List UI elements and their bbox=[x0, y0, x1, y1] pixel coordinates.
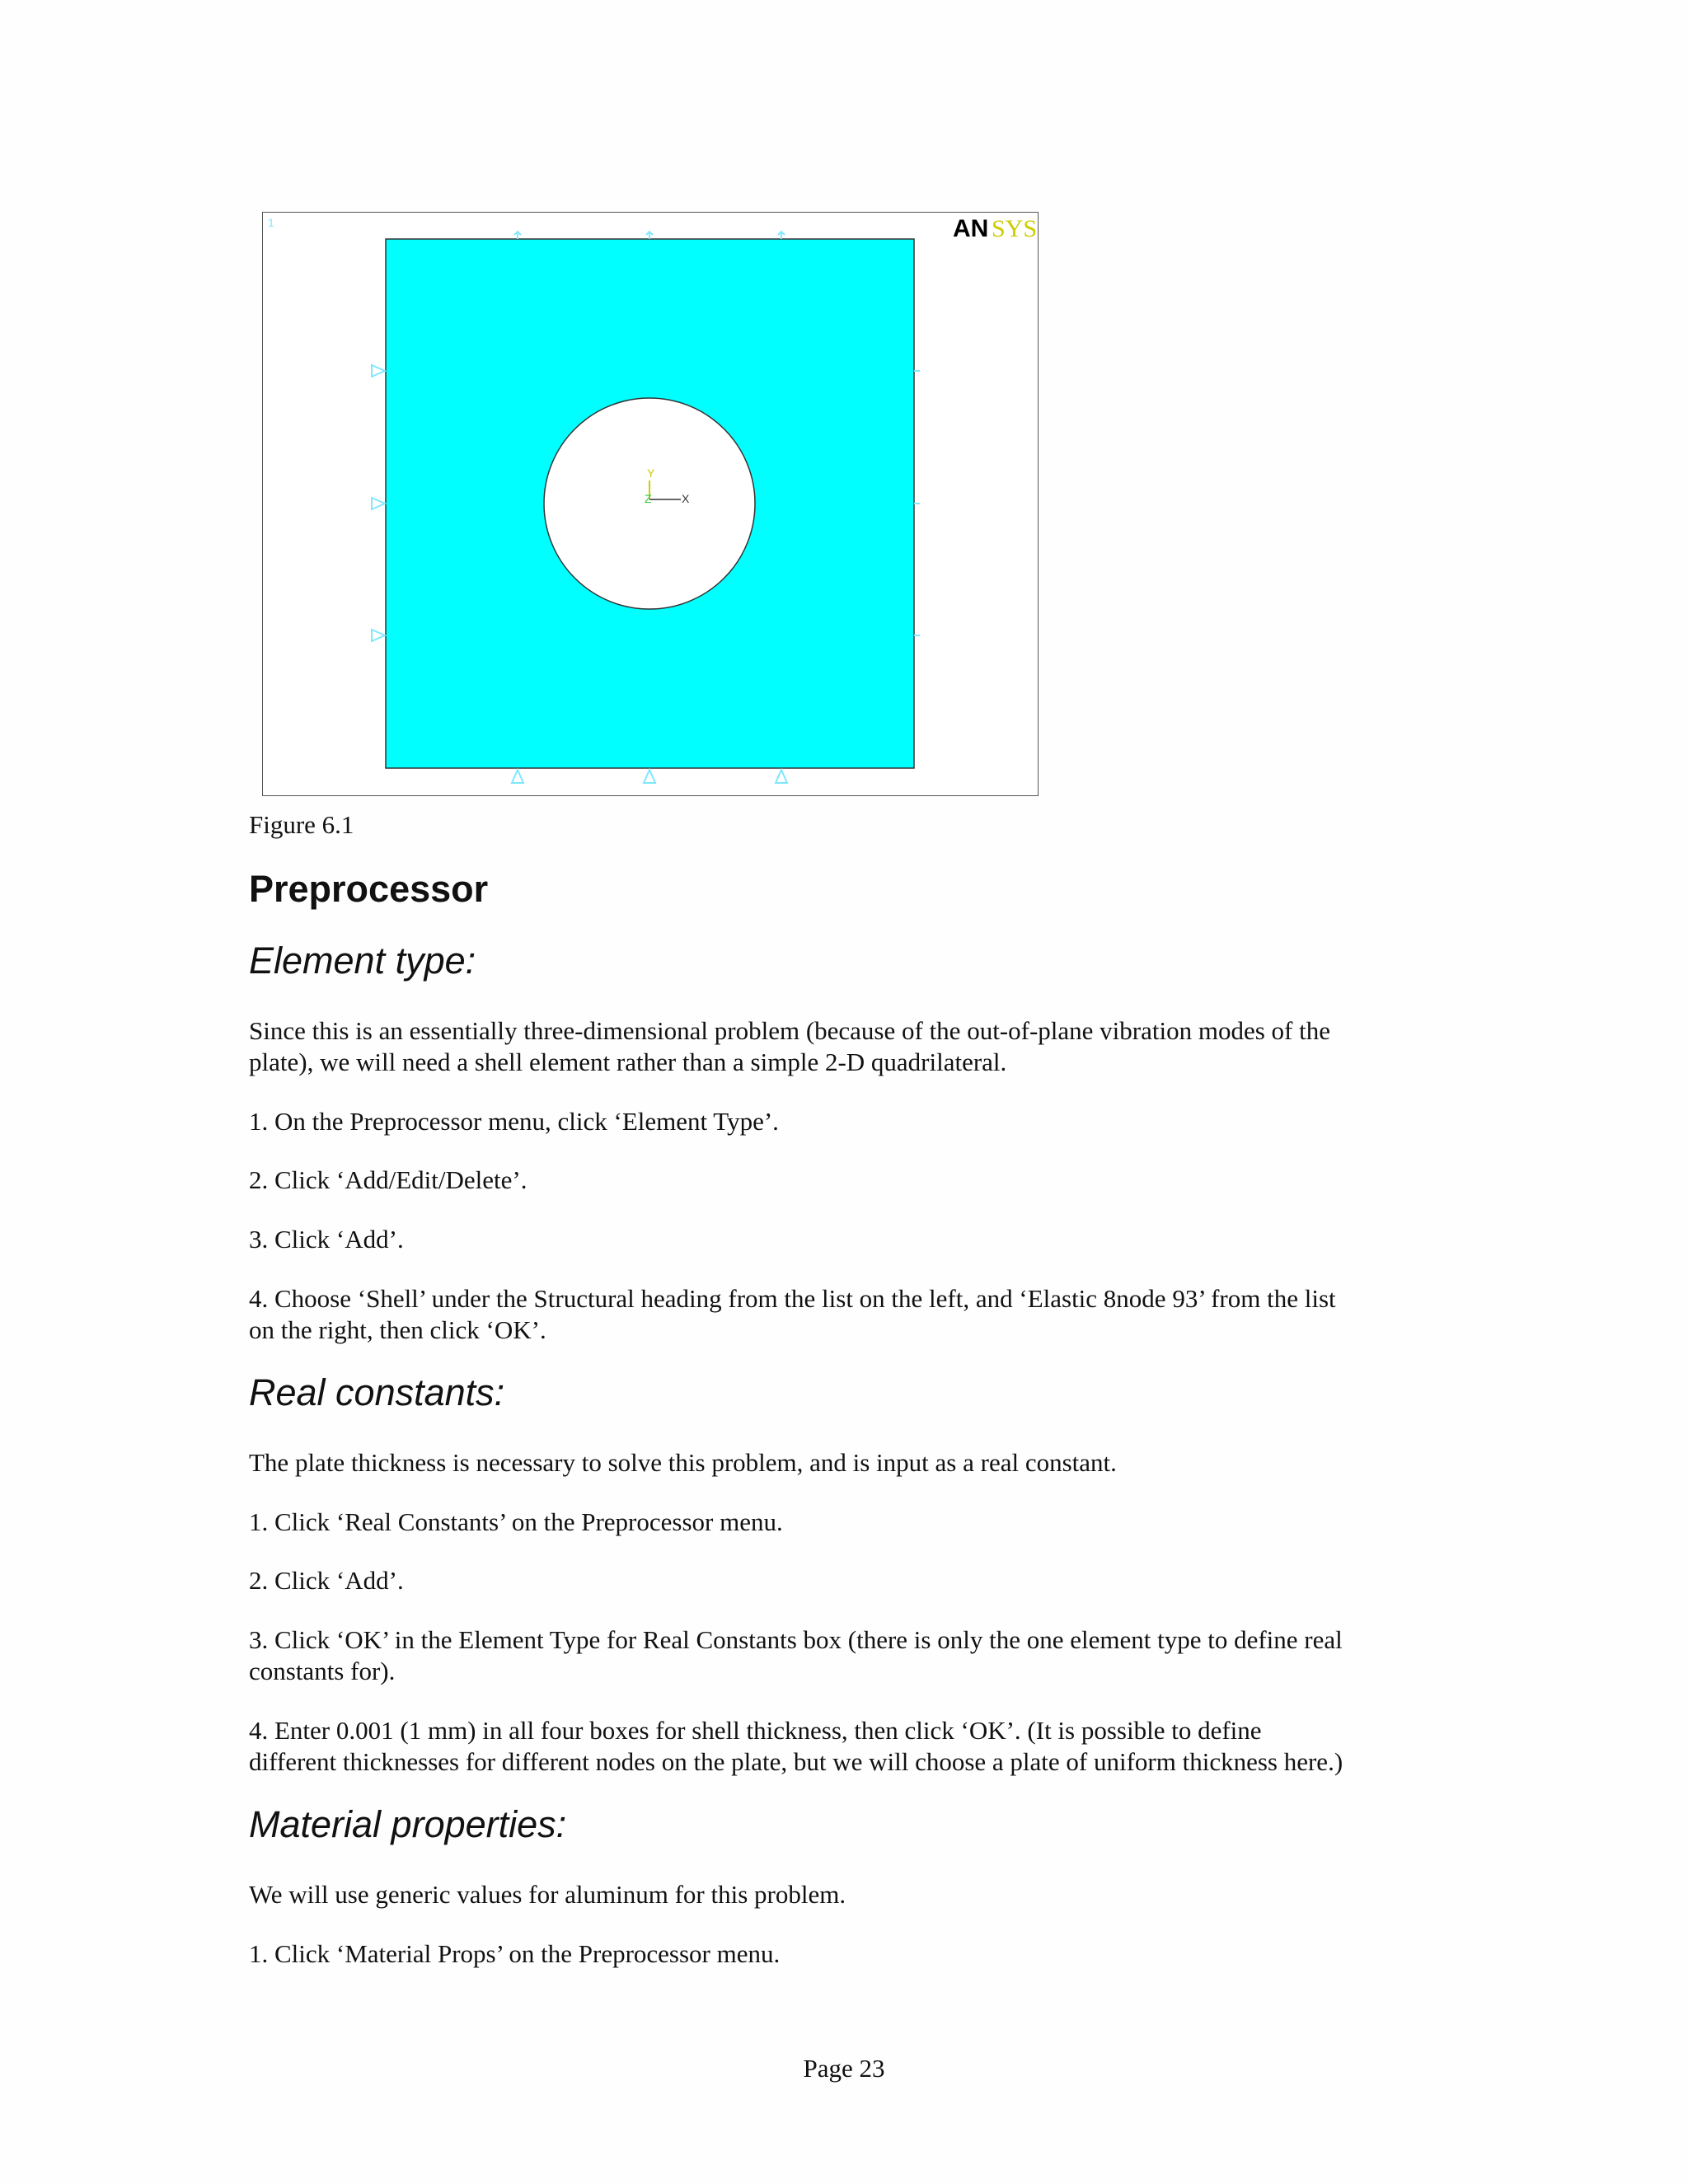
element-type-step-2: 2. Click ‘Add/Edit/Delete’. bbox=[249, 1165, 528, 1194]
ansys-logo-sys: SYS bbox=[992, 215, 1038, 242]
heading-real-constants: Real constants: bbox=[249, 1371, 505, 1413]
text-line: 4. Enter 0.001 (1 mm) in all four boxes for shell thickness, then click ‘OK’. (It is possible to define bbox=[249, 1716, 1262, 1745]
ansys-plate-figure bbox=[262, 212, 1039, 796]
axis-z-label: Z bbox=[645, 492, 652, 505]
element-type-step-1: 1. On the Preprocessor menu, click ‘Element Type’. bbox=[249, 1107, 779, 1136]
heading-element-type: Element type: bbox=[249, 940, 476, 982]
window-number: 1 bbox=[268, 216, 274, 229]
real-constants-step-2: 2. Click ‘Add’. bbox=[249, 1566, 404, 1595]
material-properties-intro: We will use generic values for aluminum for this problem. bbox=[249, 1880, 846, 1909]
element-type-step-4 bbox=[249, 1283, 1452, 1346]
text-line: plate), we will need a shell element rather than a simple 2-D quadrilateral. bbox=[249, 1047, 1007, 1076]
heading-material-properties: Material properties: bbox=[249, 1803, 567, 1845]
text-line: constants for). bbox=[249, 1657, 396, 1685]
text-line: different thicknesses for different nodes on the plate, but we will choose a plate of uniform thickness here.) bbox=[249, 1747, 1343, 1776]
real-constants-step-1: 1. Click ‘Real Constants’ on the Preprocessor menu. bbox=[249, 1507, 783, 1536]
ansys-logo-an: AN bbox=[953, 215, 989, 242]
real-constants-step-4 bbox=[249, 1715, 1452, 1778]
material-properties-step-1: 1. Click ‘Material Props’ on the Preprocessor menu. bbox=[249, 1939, 781, 1968]
text-line: 4. Choose ‘Shell’ under the Structural heading from the list on the left, and ‘Elastic 8node 93’ from the list bbox=[249, 1284, 1336, 1313]
element-type-step-3: 3. Click ‘Add’. bbox=[249, 1225, 404, 1254]
real-constants-step-3 bbox=[249, 1624, 1452, 1687]
text-line: on the right, then click ‘OK’. bbox=[249, 1315, 546, 1344]
section-title: Preprocessor bbox=[249, 868, 489, 910]
axis-y-label: Y bbox=[647, 466, 655, 480]
page-number: Page 23 bbox=[803, 2054, 885, 2083]
text-line: 3. Click ‘OK’ in the Element Type for Real Constants box (there is only the one element type to define real bbox=[249, 1625, 1343, 1654]
text-line: Since this is an essentially three-dimensional problem (because of the out-of-plane vibration modes of the bbox=[249, 1016, 1330, 1045]
ansys-plot bbox=[262, 212, 1039, 796]
element-type-intro bbox=[249, 1015, 1452, 1078]
figure-caption: Figure 6.1 bbox=[249, 810, 354, 839]
real-constants-intro: The plate thickness is necessary to solve this problem, and is input as a real constant. bbox=[249, 1448, 1117, 1477]
axis-x-label: X bbox=[682, 492, 690, 505]
